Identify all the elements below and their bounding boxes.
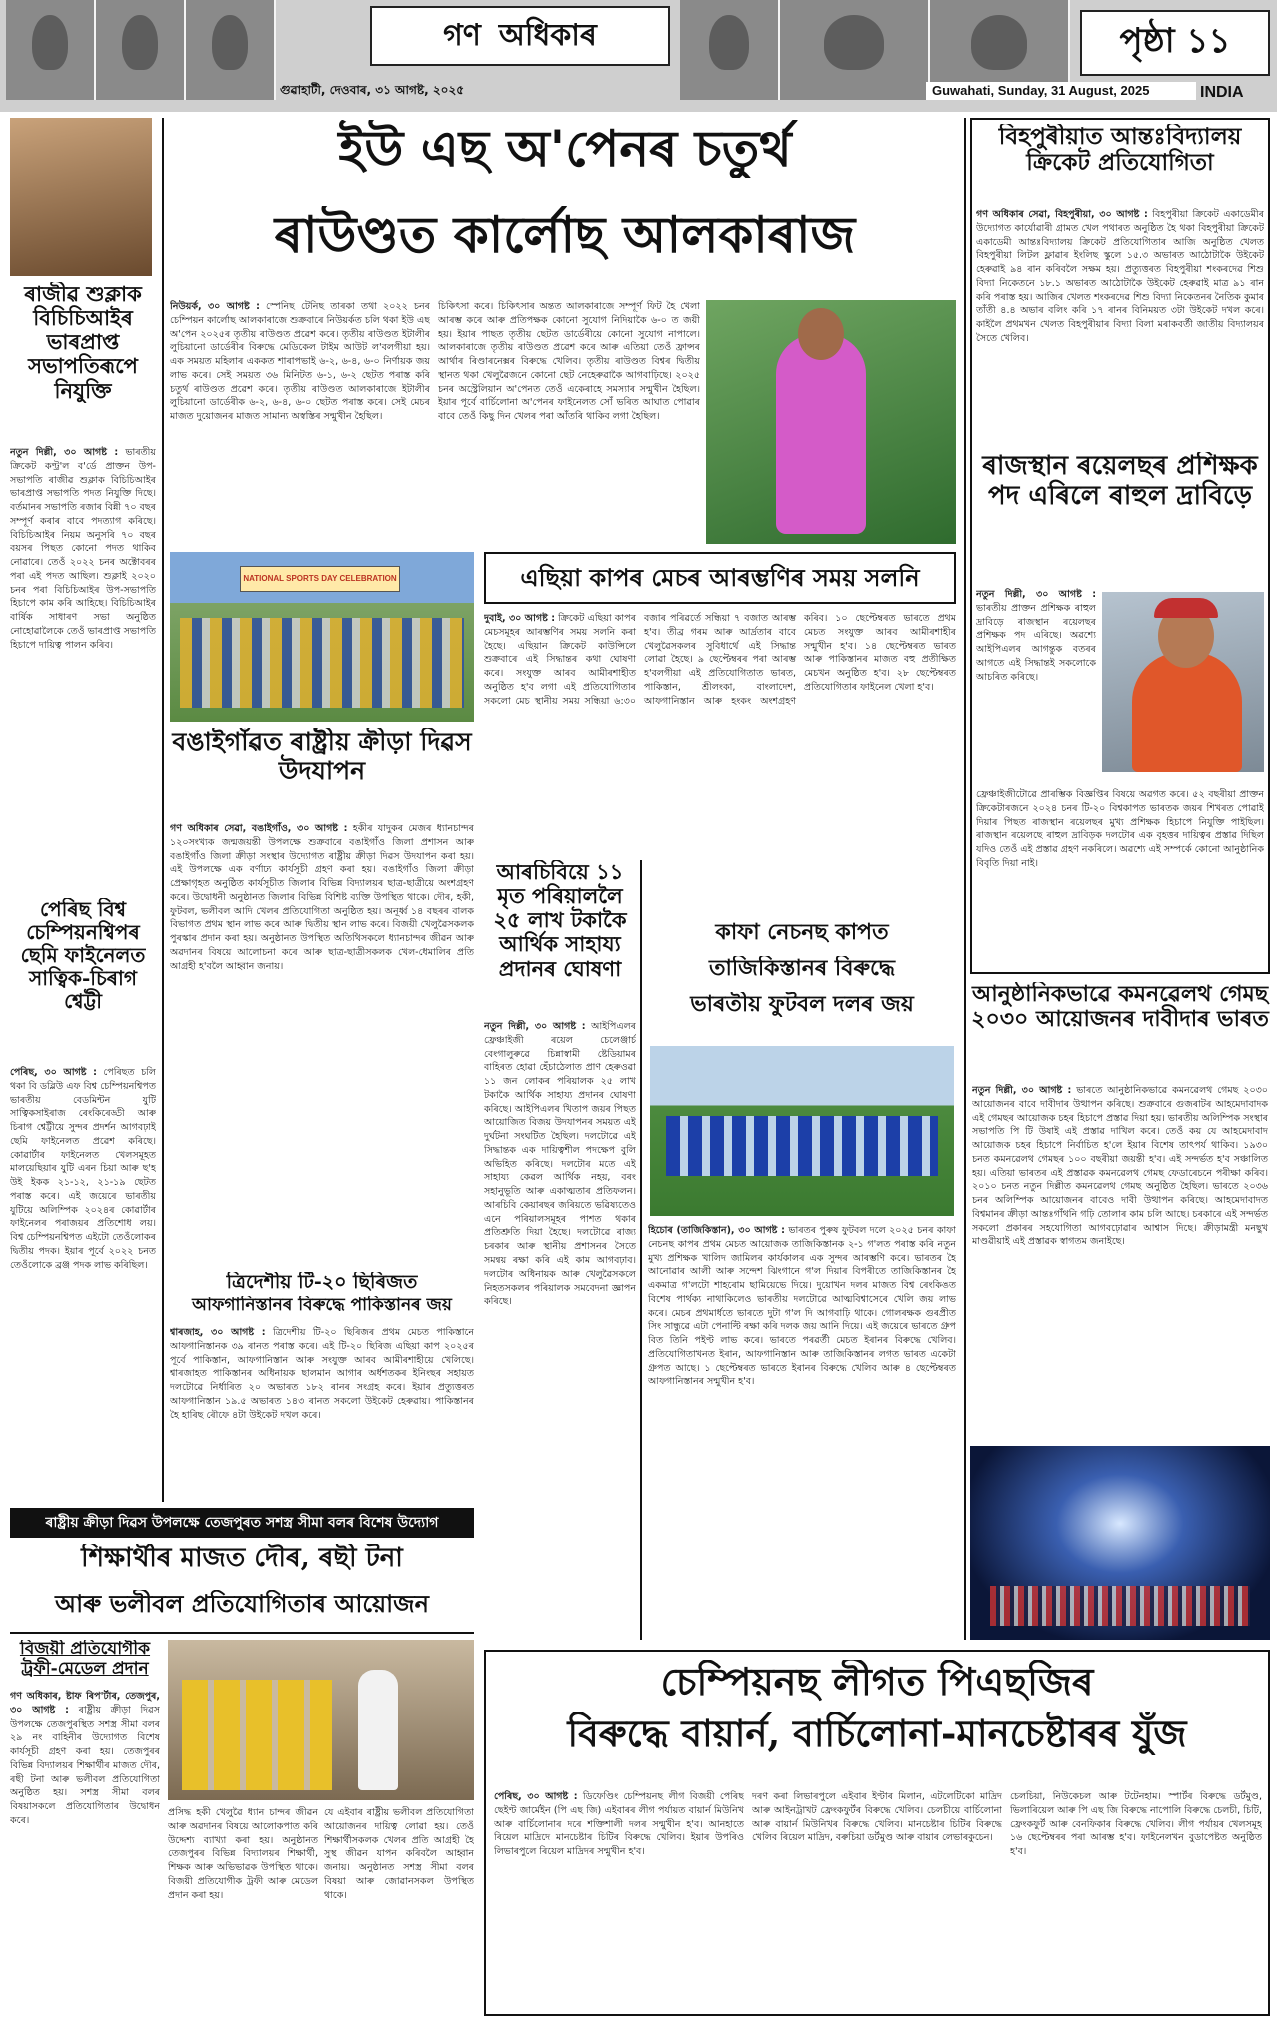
dateline: নতুন দিল্লী, ৩০ আগষ্ট :: [10, 447, 119, 458]
dateline: নতুন দিল্লী, ৩০ আগষ্ট :: [976, 589, 1096, 600]
logo-text: গণ: [443, 17, 481, 53]
cafa-body: [648, 1224, 956, 1640]
rajiv-shukla-photo: [10, 118, 152, 276]
masthead-photo: [186, 0, 276, 100]
commonwealth-body: [972, 1084, 1268, 1440]
player-figure: [776, 334, 866, 534]
dateline: শ্বাৰজাহ, ৩০ আগষ্ট :: [170, 1327, 266, 1338]
masthead-photo: [680, 0, 780, 100]
logo-text: অধিকাৰ: [498, 17, 597, 53]
top-headline-line2: ৰাউণ্ডত কাৰ্লোছ আলকাৰাজ: [274, 206, 856, 264]
dateline: হিচোৰ (তাজিকিস্তান), ৩০ আগষ্ট :: [648, 1225, 785, 1236]
trinations-headline-line1: ত্ৰিদেশীয় টি-২০ ছিৰিজত: [226, 1272, 418, 1293]
newspaper-logo: [370, 6, 670, 66]
rajasthan-body-short: [976, 588, 1096, 784]
article-text: বিহপুৰীয়া ক্ৰিকেট একাডেমীৰ উদ্যোগত কাৰ্যোৱাৰী গ্ৰামত খেল পথাৰত অনুষ্ঠিত হৈ থকা বিহপুৰীয়া ক্ৰিকেট একাডেমী আন্তঃবিদ্যালয় ক্ৰিকেট প্ৰতিযোগিতাৰ আজি অনুষ্ঠিত খেলত বিহপুৰীয়া লিটল ফ্লাৱাৰ ইংলিছ স্কুলে ১৫.৩ অভাৰত আঠোটাকৈ উইকেট হেৰুৱাই ৯৪ ৰান কৰিবলৈ সক্ষম হয়। প্ৰত্যুত্তৰত বিহপুৰীয়া শংকৰদেৱ শিশু বিদ্যা নিকেতনে ১৮.১ অভাৰত আঠোটাকৈ উইকেট হেৰুৱাই মাত্ৰ ৯১ ৰান কৰি পৰাস্ত হয়। আজিৰ খেলত শংকৰদেৱ শিশু বিদ্যা নিকেতনৰ নৈতিক কুমাৰ তাঁতী ৪.৪ অভাৰ বলিং কৰি ১৭ ৰানৰ বিনিময়ত ৩টা উইকেট দখল কৰে। কাইলৈ প্ৰথমখন খেলত বিহপুৰীয়াৰ বিদ্যা বিলা মৰাকবৰ্তী জাতীয় বিদ্যালয়ৰ সৈতে খেলিব।: [976, 209, 1264, 344]
dateline: গণ অধিকাৰ সেৱা, বঙাইগাঁও, ৩০ আগষ্ট :: [170, 823, 348, 834]
paris-body: [10, 1066, 156, 1506]
rajasthan-body-long: ফ্ৰেঞ্চাইজীটোৱে প্ৰাৰম্ভিক বিজ্ঞপ্তিৰ বিষয়ে অৱগত কৰে। ৫২ বছৰীয়া প্ৰাক্তন ক্ৰিকেটাৰজনে ২০২৪ চনৰ টি-২০ বিশ্বকাপত ভাৰতক জয়ৰ শিখৰত পোৱাই দিয়াৰ পিছত ৰাজস্থান ৰয়েলছৰ মুখ্য প্ৰশিক্ষক হিচাপে নিযুক্তি পাইছিল। ৰাজস্থান ৰয়েলছে ৰাহুল দ্ৰাবিড়ক দলটোৰ এক বৃহত্তৰ দায়িত্বৰ প্ৰস্তাৱ দিছিল যদিও তেওঁ এই প্ৰস্তাৱ গ্ৰহণ নকৰিলে। অৱশ্যে এই সম্পৰ্কে কোনো আনুষ্ঠানিক বিবৃতি দিয়া নাই।: [976, 789, 1264, 869]
tezpur-banner: ৰাষ্ট্ৰীয় ক্ৰীড়া দিৱস উপলক্ষে তেজপুৰত সশস্ত্ৰ সীমা বলৰ বিশেষ উদ্যোগ: [10, 1508, 474, 1538]
tezpur-headline-line1: শিক্ষাৰ্থীৰ মাজত দৌৰ, ৰছী টনা: [81, 1544, 403, 1573]
article-text: ৰাষ্ট্ৰীয় ক্ৰীড়া দিৱস উপলক্ষে তেজপুৰস্থিত সশস্ত্ৰ সীমা বলৰ ২৯ নং বাহিনীৰ উদ্যোগত বিশেষ কাৰ্যসূচী গ্ৰহণ কৰা হয়। তেজপুৰৰ বিভিন্ন বিদ্যালয়ৰ শিক্ষাৰ্থীৰ মাজত দৌৰ, ৰছী টনা আৰু ভলীবল প্ৰতিযোগিতা অনুষ্ঠিত হয়। সশস্ত্ৰ সীমা বলৰ বিষয়াসকলে প্ৰতিযোগিতাৰ উদ্বোধন কৰে।: [10, 1704, 160, 1826]
trinations-body: [170, 1326, 474, 1502]
rcb-headline: আৰচিবিয়ে ১১ মৃত পৰিয়াললৈ ২৫ লাখ টকাকৈ আৰ্থিক সাহায্য প্ৰদানৰ ঘোষণা: [493, 860, 627, 981]
football-team-photo: [650, 1046, 954, 1216]
article-text: ভাৰতীয় ক্ৰিকেট কণ্ট্ৰ'ল ব'ৰ্ডে প্ৰাক্তন উপ-সভাপতি ৰাজীৱ শুক্লাক বিচিচিআইৰ ভাৰপ্ৰাপ্ত সভাপতি পদত নিযুক্তি দিছে। বৰ্তমানৰ সভাপতি ৰজাৰ বিন্নী ৭০ বছৰ সম্পূৰ্ণ কৰাৰ বাবে পদত্যাগ কৰিছে। বিচিচিআইৰ নিয়ম অনুসৰি ৭০ বছৰ বয়সৰ পিছত কোনো পদত থাকিব নোৱাৰে। তেওঁ ২০২২ চনৰ অক্টোবৰৰ পৰা এই পদত আছিল। শুক্লাই ২০২০ চনৰ পৰা বিচিচিআইৰ উপ-সভাপতি হিচাপে কাম কৰি আহিছে। বিচিচিআইৰ বাৰ্ষিক সাধাৰণ সভা অনুষ্ঠিত নোহোৱালৈকে তেওঁ ভাৰপ্ৰাপ্ত সভাপতি হিচাপে দায়িত্ব পালন কৰিব।: [10, 447, 156, 651]
asia-cup-body: [484, 612, 956, 850]
crowd: [990, 1586, 1250, 1626]
champions-col3: চেলচিয়া, নিউকেচল আৰু টটেনহাম। স্পাৰ্টৰ বিৰুদ্ধে ডৰ্টমুণ্ড, ভিলাৰিয়েল আৰু পি এছ জি বিৰুদ্ধে নাপোলি বিৰুদ্ধে চেলচী, চিটি, ফ্ৰেংকফুৰ্ট আৰু বেনফিকাৰ বিৰুদ্ধে খেলিব। লীগ পৰ্যায়ৰ খেলসমূহ ১৬ ছেপ্টেম্বৰৰ পৰা আৰম্ভ হ'ব। ফাইনেলখন বুডাপেষ্টত অনুষ্ঠিত হ'ব।: [1010, 1791, 1262, 1858]
tezpur-photo: [168, 1640, 474, 1800]
students: [182, 1680, 332, 1790]
masthead: [0, 0, 1277, 112]
tezpur-body-left: [10, 1690, 160, 2016]
article-text: ক্ৰিকেট এছিয়া কাপৰ মেচসমূহৰ আৰম্ভণিৰ সময় সলনি কৰা হৈছে। এছিয়ান ক্ৰিকেট কাউন্সিলে শুক্ৰবাৰে এই সিদ্ধান্তৰ কথা ঘোষণা কৰে। সংযুক্ত আৰব আমীৰশাহীত অনুষ্ঠিত হ'ব লগা এই প্ৰতিযোগিতাৰ সকলো মেচ স্থানীয় সময় সন্ধিয়া ৬:৩০ বজাৰ পৰিৱৰ্তে সন্ধিয়া ৭ বজাত আৰম্ভ হ'ব। তীব্ৰ গৰম আৰু আৰ্দ্ৰতাৰ বাবে খেলুৱৈসকলৰ সুবিধাৰ্থে এই সিদ্ধান্ত লোৱা হৈছে। ৯ ছেপ্টেম্বৰৰ পৰা আৰম্ভ হ'বলগীয়া এই প্ৰতিযোগিতাত ভাৰত, পাকিস্তান, শ্ৰীলংকা, বাংলাদেশ, আফগানিস্তান আৰু হংকং অংশগ্ৰহণ কৰিব। ১০ ছেপ্টেম্বৰত ভাৰতে প্ৰথম মেচত সংযুক্ত আৰব আমীৰশাহীৰ সন্মুখীন হ'ব। ১৪ ছেপ্টেম্বৰত ভাৰত আৰু পাকিস্তানৰ মাজত বহু প্ৰতীক্ষিত মেচখন অনুষ্ঠিত হ'ব। ২৮ ছেপ্টেম্বৰত প্ৰতিযোগিতাৰ ফাইনেল খেলা হ'ব।: [484, 613, 956, 707]
bongaigaon-body: [170, 822, 474, 1264]
rajasthan-headline: ৰাজস্থান ৰয়েলছৰ প্ৰশিক্ষক পদ এৰিলে ৰাহুল দ্ৰাবিড়ে: [982, 452, 1258, 511]
date-english: Guwahati, Sunday, 31 August, 2025: [926, 82, 1196, 100]
champions-col1: [494, 1790, 744, 2012]
date-assamese: গুৱাহাটী, দেওবাৰ, ৩১ আগষ্ট, ২০২৫: [280, 83, 465, 97]
dravid-photo: [1102, 592, 1264, 772]
dateline: পেৰিছ, ৩০ আগষ্ট :: [494, 1791, 578, 1802]
official: [358, 1670, 398, 1790]
section-rule: [10, 1632, 474, 1634]
page-number: পৃষ্ঠা ১১: [1080, 10, 1270, 76]
article-text: হকীৰ যাদুকৰ মেজৰ ধ্যানচান্দৰ ১২০সংখ্যক জন্মজয়ন্তী উপলক্ষে শুক্ৰবাৰে বঙাইগাঁও জিলা প্ৰশাসন আৰু বঙাইগাঁও জিলা ক্ৰীড়া সংস্থাৰ উদ্যোগত ৰাষ্ট্ৰীয় ক্ৰীড়া দিৱস উদযাপন কৰা হয়। এই উপলক্ষে এক বৰ্ণাঢ্য কাৰ্যসূচী গ্ৰহণ কৰা হয়। বঙাইগাঁও জিলা ক্ৰীড়া প্ৰেক্ষাগৃহত অনুষ্ঠিত কাৰ্যসূচীত জিলাৰ বিভিন্ন বিদ্যালয়ৰ ছাত্ৰ-ছাত্ৰীয়ে অংশগ্ৰহণ কৰে। উদ্বোধনী অনুষ্ঠানত জিলাৰ বিভিন্ন বিশিষ্ট ব্যক্তি উপস্থিত থাকে। দৌৰ, হকী, ফুটবল, ভলীবল আদি খেলৰ প্ৰতিযোগিতা অনুষ্ঠিত হয়। অনূৰ্ধ্ব ১৪ বছৰৰ বালক বিভাগত প্ৰথম স্থান লাভ কৰে আৰু দ্বিতীয় স্থান লাভ কৰে। বিজয়ী খেলুৱৈসকলক পুৰস্কাৰ প্ৰদান কৰা হয়। অনুষ্ঠানত উপস্থিত অতিথিসকলে ধ্যানচান্দৰ জীৱন আৰু অৱদানৰ বিষয়ে আলোচনা কৰে আৰু ছাত্ৰ-ছাত্ৰীসকলক খেল-ধেমালিৰ প্ৰতি আগ্ৰহী হ'বলৈ আহ্বান জনায়।: [170, 823, 474, 972]
jersey: [1132, 652, 1242, 772]
sports-day-banner: NATIONAL SPORTS DAY CELEBRATION: [240, 566, 400, 592]
top-headline-line1: ইউ এছ অ'পেনৰ চতুৰ্থ: [338, 120, 792, 178]
champions-headline-line2: বিৰুদ্ধে বায়াৰ্ন, বাৰ্চিলোনা-মানচেষ্টাৰৰ যুঁজ: [567, 1712, 1187, 1755]
article-text: স্পেনিছ টেনিছ তাৰকা তথা ২০২২ চনৰ চেম্পিয়ন কাৰ্লোছ আলকাৰাজে শুক্ৰবাৰে নিউয়ৰ্কত চলি থকা ইউ এছ অ'পেন ২০২৫ৰ তৃতীয় ৰাউণ্ডত প্ৰৱেশ কৰে। তৃতীয় ৰাউণ্ডত ইটালীৰ লুচিয়ানো ডাৰ্ডেৰীৰ বিৰুদ্ধে মেডিকেল টাইম আউট ল'বলগীয়া হয়। এক সময়ত মহিলাৰ এককত শাৰাপভাই ৬-২, ৬-৪, ৬-০ নিৰ্ণায়ক জয় লাভ কৰে। সেই সময়ত ৩৬ মিনিটত ৬-১, ৬-২ ছেটত পৰাস্ত কৰি চতুৰ্থ ৰাউণ্ডত প্ৰৱেশ কৰে। তৃতীয় ৰাউণ্ডত আলকাৰাজে ইটালীৰ লুচিয়ানো ডাৰ্ডেৰীক ৬-২, ৬-৪, ৬-০ ছেটত পৰাস্ত কৰে। সেই মেচৰ মাজত দুয়োজনৰ মাজত সামান্য অস্বস্তিৰ সন্মুখীন হৈছিল।: [170, 301, 430, 423]
asia-cup-headline: এছিয়া কাপৰ মেচৰ আৰম্ভণিৰ সময় সলনি: [484, 552, 956, 604]
bongaigaon-headline: বঙাইগাঁৱত ৰাষ্ট্ৰীয় ক্ৰীড়া দিৱস উদযাপন: [172, 728, 472, 785]
dateline: পেৰিছ, ৩০ আগষ্ট :: [10, 1067, 97, 1078]
champions-headline-line1: চেম্পিয়নছ লীগত পিএছজিৰ: [660, 1660, 1094, 1704]
tezpur-subhead: বিজয়ী প্ৰতিযোগীক ট্ৰফী-মেডেল প্ৰদান: [19, 1640, 151, 1679]
rcb-body: [484, 1020, 636, 1640]
paris-headline: পেৰিছ বিশ্ব চেম্পিয়নশ্বিপৰ ছেমি ফাইনেলত সাত্বিক-চিৰাগ শ্বেট্টী: [20, 898, 146, 1013]
cafa-headline-line1: কাফা নেচনছ কাপত: [715, 920, 889, 945]
champions-col2: দৰণ কৰা লিভাৰপুলে এইবাৰ ইণ্টাৰ মিলান, এটলেটিকো মাদ্ৰিদ আৰু আইনট্ৰাখট ফ্ৰেংকফুৰ্টৰ বিৰুদ্ধে খেলিব। চেলচীয়ে বাৰ্চিলোনা আৰু বায়াৰ্ন মিউনিখৰ বিৰুদ্ধে খেলিব। মানচেষ্টাৰ চিটিৰ বিৰুদ্ধে খেলিব ৰিয়েল মাদ্ৰিদ, বৰুচিয়া ডৰ্টমুণ্ড আৰু বায়াৰ লেভাৰকুচেন।: [752, 1791, 1002, 1844]
masthead-photo: [6, 0, 96, 100]
rajiv-headline: ৰাজীৱ শুক্লাক বিচিচিআইৰ ভাৰপ্ৰাপ্ত সভাপতিৰূপে নিযুক্তি: [24, 282, 142, 403]
masthead-photo: [96, 0, 186, 100]
dateline: দুবাই, ৩০ আগষ্ট :: [484, 613, 556, 624]
article-text: আইপিএলৰ ফ্ৰেঞ্চাইজী ৰয়েল চেলেঞ্জাৰ্চ বেংগালুৰুৱে চিন্নাস্বামী ষ্টেডিয়ামৰ বাহিৰত হোৱা হেঁচাঠেলাত প্ৰাণ হেৰুওৱা ১১ জন লোকৰ পৰিয়ালক ২৫ লাখ টকাকৈ আৰ্থিক সাহায্য প্ৰদানৰ ঘোষণা কৰিছে। আইপিএলৰ খিতাপ জয়ৰ পিছত আয়োজিত বিজয় উদযাপনৰ সময়ত এই দুৰ্ঘটনা সংঘটিত হৈছিল। দলটোৱে এই সিদ্ধান্তক এক দায়িত্বশীল পদক্ষেপ বুলি অভিহিত কৰিছে। দলটোৰ মতে এই সাহায্য কেৱল আৰ্থিক নহয়, বৰং সহানুভূতি আৰু একাত্মতাৰ প্ৰতিফলন। আৰচিবি কেয়াৰছৰ জৰিয়তে ভৱিষ্যতেও এনে পৰিয়ালসমূহৰ পাশত থকাৰ প্ৰতিশ্ৰুতি দিয়া হৈছে। দলটোৱে ৰাজ্য চৰকাৰ আৰু স্থানীয় প্ৰশাসনৰ সৈতে সমন্বয় ৰক্ষা কৰি এই কাম আগবঢ়াব। দলটোৰ অধিনায়ক আৰু খেলুৱৈসকলে নিহতসকলৰ পৰিয়ালক সমবেদনা জ্ঞাপন কৰিছে।: [484, 1021, 636, 1308]
cap: [1154, 598, 1218, 618]
top-story-col2: চিকিৎসা কৰে। চিকিৎসাৰ অন্তত আলকাৰাজে সম্পূৰ্ণ ফিট হৈ খেলা আৰম্ভ কৰে আৰু প্ৰতিপক্ষক কোনো সুযোগ নিদিয়াকৈ ৬-০ ত জয়ী হয়। ইয়াৰ পাছত তৃতীয় ছেটত ডাৰ্ডেৰীয়ে কোনো সুযোগ নাপালে। আলকাৰাজে তৃতীয় ৰাউণ্ডত প্ৰৱেশ কৰে আৰু এতিয়া তেওঁ ফ্ৰান্সৰ আৰ্থাৰ ৰিণ্ডাৰনেক্সৰ বিৰুদ্ধে খেলিব। তৃতীয় ৰাউণ্ডত বিশ্বৰ দ্বিতীয় স্থানত থকা খেলুৱৈজনে কোনো ছেট নেহেৰুৱাকৈ আগবাঢ়িছে। ২০২৫ চনৰ অস্ট্ৰেলিয়ান অ'পেনত তেওঁ একেৰাহে সমস্যাৰ সন্মুখীন হৈছিল। ইয়াৰ পূৰ্বে বাৰ্চিলোনা অ'পেনৰ ফাইনেলত সোঁ ভৰিত আঘাত পোৱাৰ বাবে তেওঁ কিছু দিন খেলৰ পৰা আঁতৰি থাকিব লগা হৈছিল।: [438, 301, 700, 423]
players: [666, 1116, 938, 1176]
tezpur-body-right: যে এইবাৰ ৰাষ্ট্ৰীয় ভলীবল প্ৰতিযোগিতা আয়োজনৰ দায়িত্ব লোৱা হয়। তেওঁ শিক্ষাৰ্থীসকলক খেলৰ প্ৰতি আগ্ৰহী হৈ সুস্থ জীৱন যাপন কৰিবলৈ আহ্বান জনায়। অনুষ্ঠানত সশস্ত্ৰ সীমা বলৰ বিষয়া আৰু জোৱানসকল উপস্থিত থাকে।: [324, 1807, 474, 1901]
article-text: ভাৰতৰ পুৰুষ ফুটবল দলে ২০২৫ চনৰ কাফা নেচনছ কাপৰ প্ৰথম মেচত আয়োজক তাজিকিস্তানক ২-১ গ'লত পৰাস্ত কৰি নতুন মুখ্য প্ৰশিক্ষক খালিদ জামিলৰ কাৰ্যকালৰ এক সুন্দৰ আৰম্ভণি কৰে। ভাৰতৰ হৈ আনোৱাৰ আলী আৰু সন্দেশ ঝিংগানে গ'ল দিয়াৰ বিপৰীতে তাজিকিস্তানৰ হৈ একমাত্ৰ গ'লটো শাহৰোম ছামিয়েভে দিয়ে। দুয়োখন দলৰ মাজত বিশ্ব ৰেংকিঙত বিশেষ পাৰ্থক্য নাথাকিলেও ভাৰতীয় দলটোৱে আত্মবিশ্বাসেৰে খেলি জয় লাভ কৰে। মেচৰ প্ৰথমাৰ্ধতে ভাৰতে দুটা গ'ল দি আগবাঢ়ি থাকে। গোলৰক্ষক গুৰপ্ৰীত সিং সান্ধুৱে এটা পেনাল্টি ৰক্ষা কৰি দলক জয় আনি দিয়ে। এই জয়েৰে ভাৰতে গ্ৰুপ বিত তিনি পইণ্ট লাভ কৰে। ভাৰতে পৰৱৰ্তী মেচত ইৰানৰ বিৰুদ্ধে খেলিব। প্ৰতিযোগিতাখনত ইৰান, আফগানিস্তান আৰু তাজিকিস্তানৰ লগত ভাৰত একেটা গ্ৰুপত আছে। ১ ছেপ্টেম্বৰত ভাৰতে ইৰানৰ বিৰুদ্ধে খেলিব আৰু ৪ ছেপ্টেম্বৰত আফগানিস্তানৰ সন্মুখীন হ'ব।: [648, 1225, 956, 1388]
article-text: পেৰিছত চলি থকা বি ডব্লিউ এফ বিশ্ব চেম্পিয়নশ্বিপত ভাৰতীয় বেডমিন্টন যুটি সাত্বিকসাইৰাজ ৰেংকিৰেড্ডী আৰু চিৰাগ শ্বেট্টীয়ে সুন্দৰ প্ৰদৰ্শন আগবঢ়াই ছেমি ফাইনেলত প্ৰৱেশ কৰিছে। কোৱাৰ্টাৰ ফাইনেলত খেলসমূহত মালয়েছিয়াৰ যুটি এৰন চিয়া আৰু ছ'হ উই ইকক ২১-১২, ২১-১৯ ছেটত পৰাস্ত কৰে। এই জয়েৰে ভাৰতীয় যুটিয়ে অলিম্পিক ২০২৪ৰ কোৱাৰ্টাৰ ফাইনেলৰ পৰাজয়ৰ প্ৰতিশোধ লয়। বিশ্ব চেম্পিয়নশ্বিপত এইটো তেওঁলোকৰ দ্বিতীয় পদক। ইয়াৰ পূৰ্বে ২০২২ চনত তেওঁলোকে ব্ৰঞ্জ পদক লাভ কৰিছিল।: [10, 1067, 156, 1271]
article-text: ভাৰতীয় প্ৰাক্তন প্ৰশিক্ষক ৰাহুল দ্ৰাবিড়ে ৰাজস্থান ৰয়েলছৰ প্ৰশিক্ষক পদ এৰিছে। অৱশ্যে আইপিএলৰ আগন্তুক বতৰৰ আগতে এই সিদ্ধান্তই সকলোকে আচৰিত কৰিছে।: [976, 602, 1096, 683]
dateline: গণ অধিকাৰ সেৱা, বিহপুৰীয়া, ৩০ আগষ্ট :: [976, 209, 1148, 220]
article-text: ডিফেণ্ডিং চেম্পিয়নছ লীগ বিজয়ী পেৰিছ ছেইণ্ট জাৰ্মেইন (পি এছ জি) এইবাৰৰ লীগ পৰ্যায়ত বায়াৰ্ন মিউনিখ আৰু বাৰ্চিলোনাৰ দৰে শক্তিশালী দলৰ সন্মুখীন হ'ব। আনহাতে ৰিয়েল মাদ্ৰিদে মানচেষ্টাৰ চিটিৰ বিৰুদ্ধে খেলিব। ইয়াৰ উপৰিও লিভাৰপুলে ৰিয়েল মাদ্ৰিদৰ সন্মুখীন হ'ব।: [494, 1791, 744, 1858]
bihpuria-headline: বিহপুৰীয়াত আন্তঃবিদ্যালয় ক্ৰিকেট প্ৰতিযোগিতা: [998, 124, 1242, 177]
dateline: নতুন দিল্লী, ৩০ আগষ্ট :: [972, 1085, 1072, 1096]
india-label: INDIA: [1200, 84, 1244, 101]
tezpur-headline-line2: আৰু ভলীবল প্ৰতিযোগিতাৰ আয়োজন: [55, 1590, 429, 1618]
top-story-col1: [170, 300, 430, 545]
crowd: [180, 618, 464, 708]
masthead-photo: [780, 0, 930, 100]
cafa-headline-line2: তাজিকিস্তানৰ বিৰুদ্ধে: [708, 956, 895, 981]
commonwealth-stadium-photo: [970, 1446, 1270, 1640]
sports-day-photo: [170, 552, 474, 722]
dateline: নতুন দিল্লী, ৩০ আগষ্ট :: [484, 1021, 586, 1032]
article-text: ত্ৰিদেশীয় টি-২০ ছিৰিজৰ প্ৰথম মেচত পাকিস্তানে আফগানিস্তানক ৩৯ ৰানত পৰাস্ত কৰে। এই টি-২০ ছিৰিজ এছিয়া কাপ ২০২৫ৰ পূৰ্বে পাকিস্তান, আফগানিস্তান আৰু সংযুক্ত আৰব আমীৰশাহীয়ে খেলিছে। শ্বাৰজাহত পাকিস্তানৰ অধিনায়ক ছালমান আগাৰ অৰ্ধশতকৰ ইনিংছৰ সহায়ত দলটোৱে নিৰ্ধাৰিত ২০ অভাৰত ১৮২ ৰানৰ সংগ্ৰহ কৰে। ইয়াৰ প্ৰত্যুত্তৰত আফগানিস্তান ১৯.৫ অভাৰত ১৪৩ ৰানত সকলো উইকেট হেৰুৱায়। পাকিস্তানৰ হৈ হাৰিছ ৰৌফে ৪টা উইকেট দখল কৰে।: [170, 1327, 474, 1421]
commonwealth-headline: আনুষ্ঠানিকভাৱে কমনৱেলথ গেমছ ২০৩০ আয়োজনৰ দাবীদাৰ ভাৰত: [971, 982, 1269, 1033]
alcaraz-photo: [706, 300, 956, 544]
column-rule: [964, 118, 966, 1640]
dateline: গণ অধিকাৰ, ষ্টাফ ৰিপ'ৰ্টাৰ, তেজপুৰ, ৩০ আগষ্ট :: [10, 1691, 160, 1716]
dateline: নিউয়ৰ্ক, ৩০ আগষ্ট :: [170, 301, 260, 312]
rajiv-body: [10, 446, 156, 886]
trinations-headline-line2: আফগানিস্তানৰ বিৰুদ্ধে পাকিস্তানৰ জয়: [192, 1296, 452, 1315]
tezpur-body-mid: প্ৰসিদ্ধ হকী খেলুৱৈ ধ্যান চান্দৰ জীৱন আৰু অৱদানৰ বিষয়ে আলোকপাত কৰি উদ্দেশ্য ব্যাখ্যা কৰা হয়। অনুষ্ঠানত তেজপুৰৰ বিভিন্ন বিদ্যালয়ৰ শিক্ষাৰ্থী, শিক্ষক আৰু অভিভাৱক উপস্থিত থাকে। বিজয়ী প্ৰতিযোগীক ট্ৰফী আৰু মেডেল প্ৰদান কৰা হয়।: [168, 1807, 318, 1901]
column-rule: [640, 860, 642, 1640]
cafa-headline-line3: ভাৰতীয় ফুটবল দলৰ জয়: [690, 992, 914, 1017]
column-rule: [162, 118, 164, 1502]
article-text: ভাৰতে আনুষ্ঠানিকভাৱে কমনৱেলথ গেমছ ২০৩০ আয়োজনৰ বাবে দাবীদাৰ উত্থাপন কৰিছে। শুক্ৰবাৰে গুজৰাটৰ আহমেদাবাদক এই গেমছৰ আয়োজক চহৰ হিচাপে প্ৰস্তাৱ দিয়া হয়। ভাৰতীয় অলিম্পিক সংস্থাৰ সভাপতি পি টি উষাই এই প্ৰস্তাৱ দাখিল কৰে। তেওঁ কয় যে আহমেদাবাদ আয়োজক চহৰ হিচাপে নিৰ্বাচিত হ'লে ইয়াৰ বিশেষ তাৎপৰ্য থাকিব। ১৯৩০ চনত কমনৱেলথ গেমছৰ ১০০ বছৰীয়া জয়ন্তী হ'ব। এই সন্দৰ্ভত হ'ব সঞ্চালিত হয়। এতিয়া ভাৰতৰ এই প্ৰস্তাৱক কমনৱেলথ গেমছ ফেডাৰেচনে পৰীক্ষা কৰিব। ২০১০ চনত নতুন দিল্লীত কমনৱেলথ গেমছ অনুষ্ঠিত হৈছিল। ভাৰতে ২০৩৬ চনৰ অলিম্পিক আয়োজনৰ বাবেও দাবী উত্থাপন কৰিছে। আহমেদাবাদত বিশ্বমানৰ ক্ৰীড়া আন্তঃগাঁথনি গঢ়ি তোলাৰ কাম চলি আছে। চৰকাৰে এই সন্দৰ্ভত সকলো প্ৰকাৰৰ সহযোগিতা আগবঢ়োৱাৰ আশ্বাস দিছে। ক্ৰীড়ামন্ত্ৰী মনছুখ মাণ্ডৱীয়াই এই প্ৰস্তাৱক স্বাগতম জনাইছে।: [972, 1085, 1268, 1248]
bihpuria-body: [976, 208, 1264, 446]
player-head: [798, 308, 844, 360]
